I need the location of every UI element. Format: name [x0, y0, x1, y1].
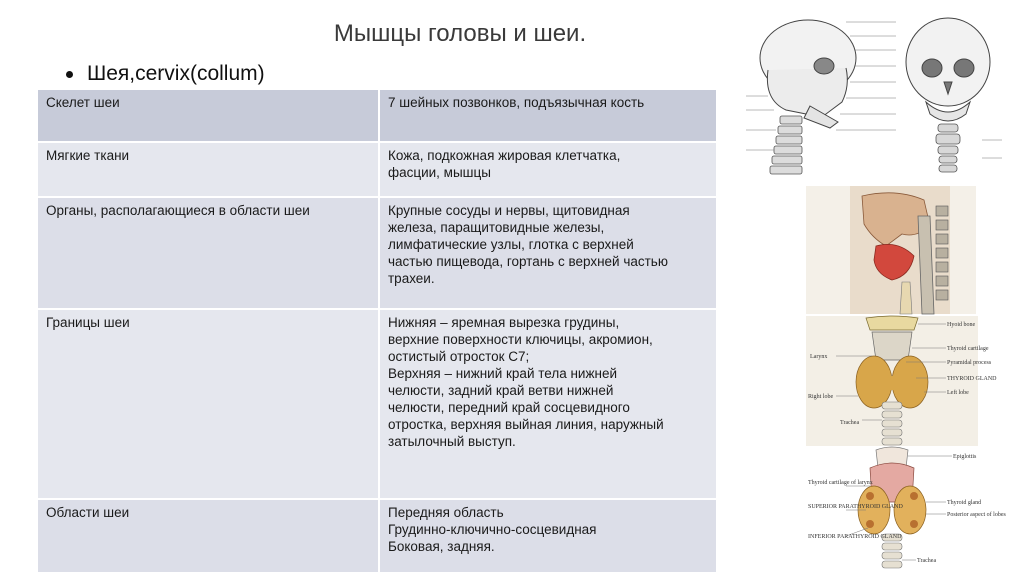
row-value-line: Кожа, подкожная жировая клетчатка,	[388, 148, 621, 163]
thyroid2-label: SUPERIOR PARATHYROID GLAND	[808, 504, 903, 510]
row-value-line: Верхняя – нижний край тела нижней	[388, 366, 617, 381]
row-label-cell: Границы шеи	[37, 309, 379, 499]
row-value-cell	[379, 309, 717, 499]
thyroid1-label: THYROID GLAND	[947, 376, 997, 382]
thyroid1-label: Thyroid cartilage	[947, 346, 989, 352]
row-value-line: челюсти, задний край ветви нижней	[388, 383, 614, 398]
row-value-line: трахеи.	[388, 271, 435, 286]
row-value-line: Передняя область	[388, 505, 504, 520]
row-value-cell	[379, 197, 717, 309]
row-label-cell: Мягкие ткани	[37, 142, 379, 197]
row-value-line: Боковая, задняя.	[388, 539, 495, 554]
thyroid2-label: Posterior aspect of lobes	[947, 512, 1006, 518]
thyroid-anterior-illustration	[806, 316, 997, 446]
row-value-line: лимфатические узлы, глотка с верхней	[388, 237, 634, 252]
thyroid2-label: INFERIOR PARATHYROID GLAND	[808, 534, 902, 540]
thyroid1-label: Left lobe	[947, 390, 969, 396]
row-value-line: Грудинно-ключично-сосцевидная	[388, 522, 597, 537]
bullet-dot-icon	[66, 71, 73, 78]
thyroid1-label: Hyoid bone	[947, 322, 976, 328]
row-value-cell	[379, 499, 717, 573]
thyroid1-label: Larynx	[810, 354, 828, 360]
row-value-line: частью пищевода, гортань с верхней частью	[388, 254, 668, 269]
row-value-line: остистый отросток С7;	[388, 349, 530, 364]
thyroid-posterior-illustration	[806, 448, 1006, 572]
thyroid1-label: Trachea	[840, 420, 860, 426]
row-label-cell: Органы, располагающиеся в области шеи	[37, 197, 379, 309]
table-row	[37, 89, 717, 142]
row-value-line: Нижняя – яремная вырезка грудины,	[388, 315, 620, 330]
bullet-text: Шея,cervix(collum)	[87, 62, 265, 85]
thyroid2-label: Epiglottis	[953, 454, 977, 460]
thyroid2-label: Thyroid gland	[947, 500, 982, 506]
neck-table	[36, 88, 718, 574]
slide-title: Мышцы головы и шеи.	[333, 20, 587, 47]
thyroid1-label: Right lobe	[808, 394, 834, 400]
row-value-line: затылочный выступ.	[388, 434, 516, 449]
row-value-cell	[379, 89, 717, 142]
table-row	[37, 499, 717, 573]
bullet-item	[66, 62, 265, 86]
row-value-line: 7 шейных позвонков, подъязычная кость	[388, 95, 645, 110]
row-value-line: отростка, верхняя выйная линия, наружный	[388, 417, 664, 432]
row-value-line: челюсти, передний край сосцевидного	[388, 400, 630, 415]
table-row	[37, 197, 717, 309]
thyroid2-label: Thyroid cartilage of larynx	[808, 480, 873, 486]
row-label-cell: Скелет шеи	[37, 89, 379, 142]
row-value-line: фасции, мышцы	[388, 165, 491, 180]
thyroid1-label: Pyramidal process	[947, 360, 992, 366]
row-value-cell	[379, 142, 717, 197]
skull-neck-illustration	[746, 10, 1004, 178]
thyroid2-label: Trachea	[917, 558, 937, 564]
row-value-line: верхние поверхности ключицы, акромион,	[388, 332, 653, 347]
row-value-line: железа, паращитовидные железы,	[388, 220, 605, 235]
table-row	[37, 309, 717, 499]
row-value-line: Крупные сосуды и нервы, щитовидная	[388, 203, 630, 218]
sagittal-section-illustration	[806, 186, 976, 314]
row-label-cell: Области шеи	[37, 499, 379, 573]
table-row	[37, 142, 717, 197]
